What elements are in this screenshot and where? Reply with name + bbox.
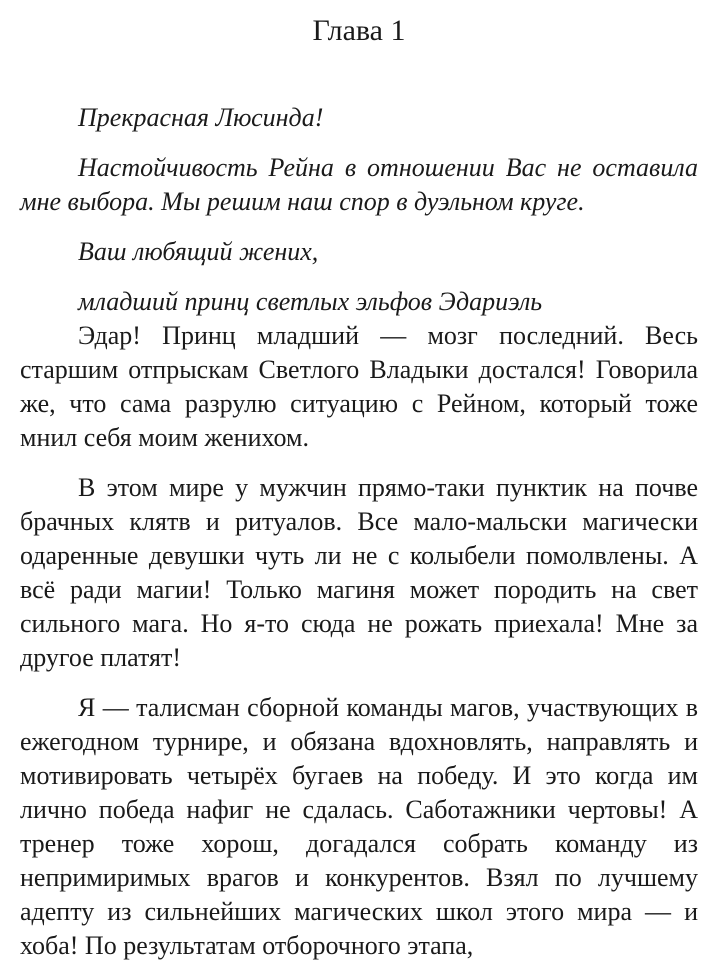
body-text (20, 319, 698, 963)
paragraph: В этом мире у мужчин прямо-таки пунктик на почве брачных клятв и ритуалов. Все мало-мальски магически одаренные девушки чуть ли не с колыбели помолвлены. А всё ради магии! Только магиня может породить на свет сильного мага. Но я-то сюда не рожать приехала! Мне за другое платят! (20, 473, 698, 672)
letter-closing: Ваш любящий жених, (78, 237, 319, 266)
letter-block (20, 101, 698, 319)
letter-greeting: Прекрасная Люсинда! (78, 103, 324, 132)
paragraph: Я — талисман сборной команды магов, участвующих в ежегодном турнире, и обязана вдохновлять, направлять и мотивировать четырёх бугаев на победу. И это когда им лично победа нафиг не сдалась. Саботажники чертовы! А тренер тоже хорош, догадался собрать команду из непримиримых врагов и конкурентов. Взял по лучшему адепту из сильнейших магических школ этого мира — и хоба! По результатам отборочного этапа, (20, 693, 698, 960)
letter-signature: младший принц светлых эльфов Эдариэль (78, 287, 543, 316)
chapter-title: Глава 1 (312, 14, 406, 47)
letter-body: Настойчивость Рейна в отношении Вас не оставила мне выбора. Мы решим наш спор в дуэльном круге. (20, 153, 698, 216)
paragraph: Эдар! Принц младший — мозг последний. Весь старшим отпрыскам Светлого Владыки достался! Говорила же, что сама разрулю ситуацию с Рейном, который тоже мнил себя моим женихом. (20, 321, 698, 452)
